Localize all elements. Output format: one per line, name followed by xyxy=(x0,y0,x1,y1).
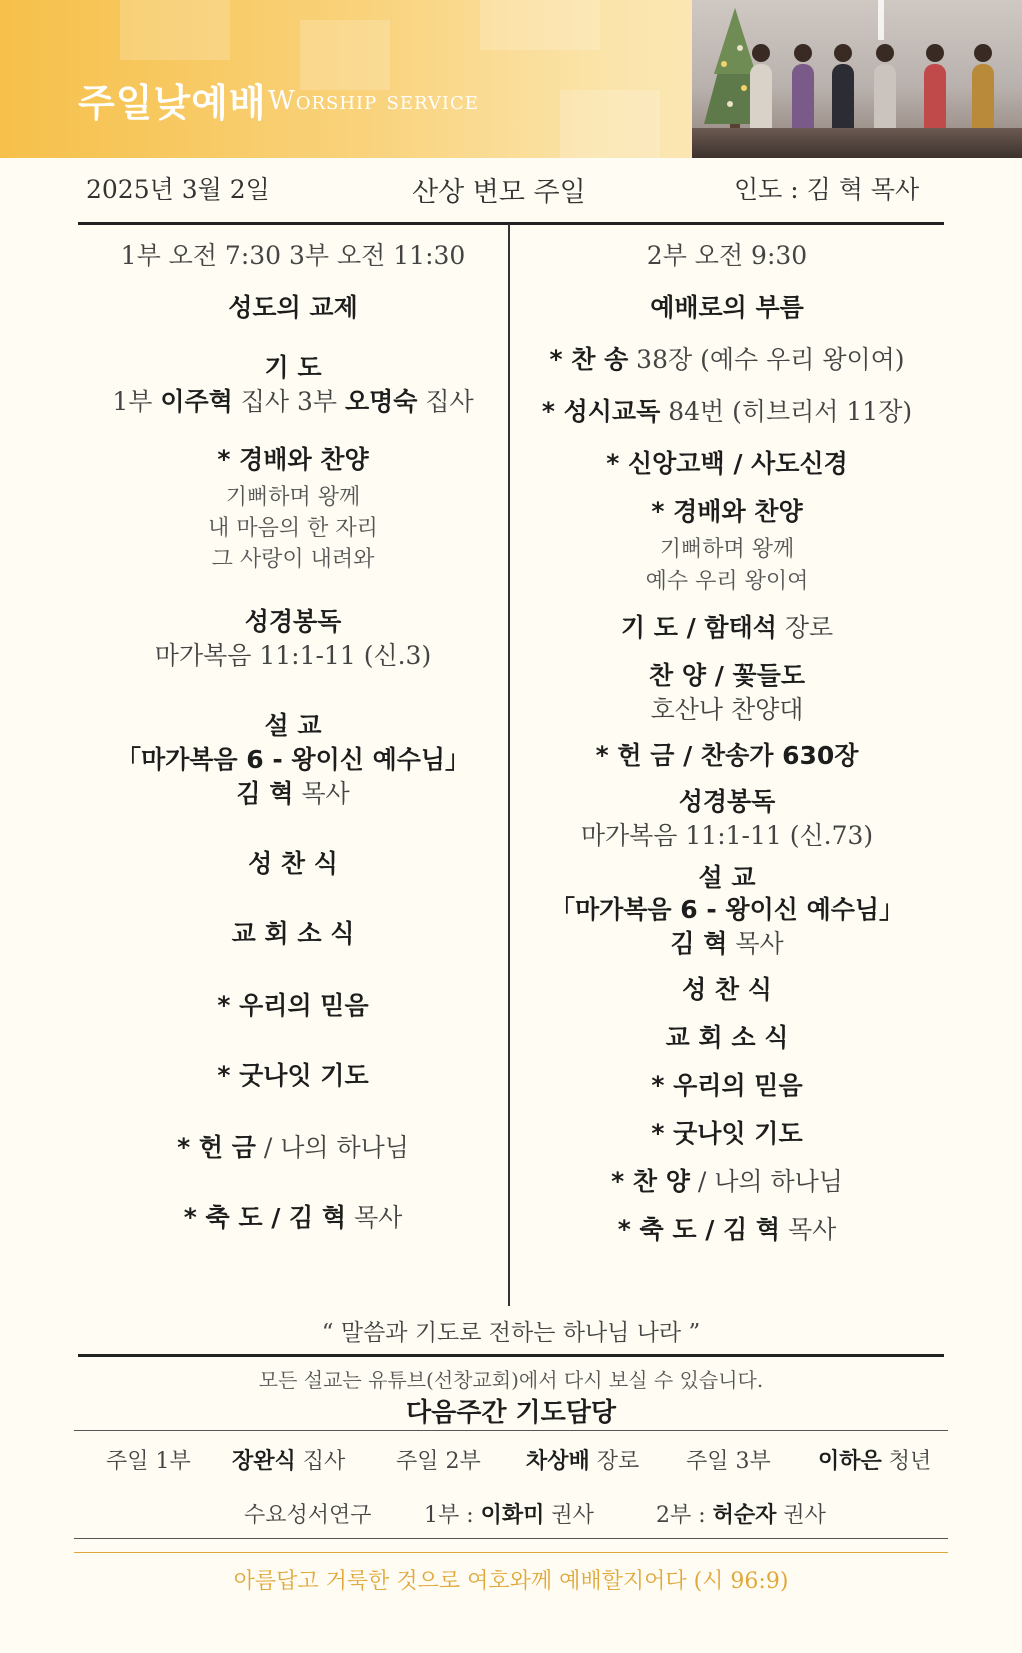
audience xyxy=(692,128,1022,158)
right-service-time: 2부 오전 9:30 xyxy=(646,241,808,270)
service-theme: 산상 변모 주일 xyxy=(412,177,586,208)
column-divider xyxy=(508,224,510,1306)
left-goodnight-prayer: * 굿나잇 기도 xyxy=(217,1061,369,1090)
next-week-leader: 이하은 청년 xyxy=(818,1449,932,1474)
footer-verse: 아름답고 거룩한 것으로 여호와께 예배할지어다 (시 96:9) xyxy=(233,1569,789,1594)
right-anthem: 찬 양 / 꽃들도 xyxy=(649,661,805,690)
singer xyxy=(750,64,772,134)
left-scripture-title: 성경봉독 xyxy=(244,607,342,636)
left-benediction: * 축 도 / 김 혁 목사 xyxy=(183,1203,403,1232)
singer xyxy=(792,64,814,134)
next-week-service: 수요성서연구 xyxy=(244,1503,372,1528)
bottom-divider xyxy=(78,1354,944,1357)
right-worship-song: 예수 우리 왕이여 xyxy=(645,569,809,594)
youtube-note: 모든 설교는 유튜브(선창교회)에서 다시 보실 수 있습니다. xyxy=(258,1368,764,1392)
next-week-service: 주일 1부 xyxy=(106,1449,191,1474)
banner-pattern-tile xyxy=(560,90,660,158)
singer xyxy=(924,64,946,134)
right-preacher: 김 혁 목사 xyxy=(670,929,784,958)
left-communion: 성 찬 식 xyxy=(248,849,338,878)
left-worship-title: * 경배와 찬양 xyxy=(217,445,369,474)
singer-head xyxy=(794,44,812,62)
right-offering: * 헌 금 / 찬송가 630장 xyxy=(595,741,859,770)
left-prayer-leaders: 1부 이주혁 집사 3부 오명숙 집사 xyxy=(112,387,474,416)
next-week-row-sunday xyxy=(0,1444,1022,1478)
left-sermon-name: 「마가복음 6 - 왕이신 예수님」 xyxy=(115,745,471,774)
singer-head xyxy=(834,44,852,62)
header-banner xyxy=(0,0,1022,158)
top-divider xyxy=(78,222,944,225)
next-week-title: 다음주간 기도담당 xyxy=(406,1398,616,1428)
left-service-times: 1부 오전 7:30 3부 오전 11:30 xyxy=(120,241,466,270)
right-communion: 성 찬 식 xyxy=(682,975,772,1004)
banner-pattern-tile xyxy=(120,0,230,60)
left-worship-song: 내 마음의 한 자리 xyxy=(208,516,378,541)
service-date: 2025년 3월 2일 xyxy=(86,175,270,204)
singer-head xyxy=(752,44,770,62)
right-creed: * 신앙고백 / 사도신경 xyxy=(606,449,848,478)
banner-pattern-tile xyxy=(480,0,600,50)
singer xyxy=(972,64,994,134)
singer xyxy=(832,64,854,134)
right-scripture-ref: 마가복음 11:1-11 (신.73) xyxy=(580,821,874,850)
prayer-leader-1: 이주혁 xyxy=(160,387,233,416)
left-worship-song: 그 사랑이 내려와 xyxy=(211,547,375,572)
verse-divider-gold xyxy=(74,1552,948,1553)
verse-divider-top xyxy=(74,1538,948,1539)
left-offering: * 헌 금 / 나의 하나님 xyxy=(177,1133,409,1162)
left-our-faith: * 우리의 믿음 xyxy=(217,991,369,1020)
right-worship-song: 기뻐하며 왕께 xyxy=(659,537,795,562)
banner-subtitle: Worship service xyxy=(268,86,479,116)
next-week-leader: 1부 : 이화미 권사 xyxy=(424,1503,594,1528)
next-week-leader: 2부 : 허순자 권사 xyxy=(656,1503,826,1528)
left-sermon-title: 설 교 xyxy=(264,711,322,740)
left-preacher: 김 혁 목사 xyxy=(236,779,350,808)
next-week-row-wednesday xyxy=(0,1498,1022,1532)
next-week-divider xyxy=(74,1430,948,1431)
worship-photo xyxy=(692,0,1022,158)
right-responsive-reading: * 성시교독 84번 (히브리서 11장) xyxy=(541,397,913,426)
next-week-leader: 차상배 장로 xyxy=(526,1449,640,1474)
right-benediction: * 축 도 / 김 혁 목사 xyxy=(617,1215,837,1244)
prayer-leader-3: 오명숙 xyxy=(344,387,418,416)
left-scripture-ref: 마가복음 11:1-11 (신.3) xyxy=(154,641,432,670)
singer xyxy=(874,64,896,134)
left-fellowship: 성도의 교제 xyxy=(228,293,358,322)
singer-head xyxy=(974,44,992,62)
next-week-service: 주일 3부 xyxy=(686,1449,771,1474)
cross-icon xyxy=(878,0,884,40)
left-prayer-title: 기 도 xyxy=(264,353,322,382)
next-week-leader: 장완식 집사 xyxy=(232,1449,346,1474)
church-motto: “ 말씀과 기도로 전하는 하나님 나라 ” xyxy=(321,1320,701,1346)
banner-pattern-tile xyxy=(300,20,390,90)
right-call-to-worship: 예배로의 부름 xyxy=(650,293,804,322)
singer-head xyxy=(876,44,894,62)
right-sermon-name: 「마가복음 6 - 왕이신 예수님」 xyxy=(549,895,905,924)
right-sermon-title: 설 교 xyxy=(698,863,756,892)
right-anthem-choir: 호산나 찬양대 xyxy=(650,695,804,724)
right-hymn: * 찬 송 38장 (예수 우리 왕이여) xyxy=(549,345,905,374)
right-our-faith: * 우리의 믿음 xyxy=(651,1071,803,1100)
right-announcements: 교 회 소 식 xyxy=(665,1023,789,1052)
service-leader: 인도 : 김 혁 목사 xyxy=(734,175,920,204)
right-prayer: 기 도 / 함태석 장로 xyxy=(620,613,834,642)
banner-title: 주일낮예배 xyxy=(78,81,267,125)
right-praise: * 찬 양 / 나의 하나님 xyxy=(611,1167,843,1196)
singer-head xyxy=(926,44,944,62)
left-worship-song: 기뻐하며 왕께 xyxy=(225,485,361,510)
right-worship-title: * 경배와 찬양 xyxy=(651,497,803,526)
right-goodnight-prayer: * 굿나잇 기도 xyxy=(651,1119,803,1148)
left-announcements: 교 회 소 식 xyxy=(231,919,355,948)
right-scripture-title: 성경봉독 xyxy=(678,787,776,816)
next-week-service: 주일 2부 xyxy=(396,1449,481,1474)
